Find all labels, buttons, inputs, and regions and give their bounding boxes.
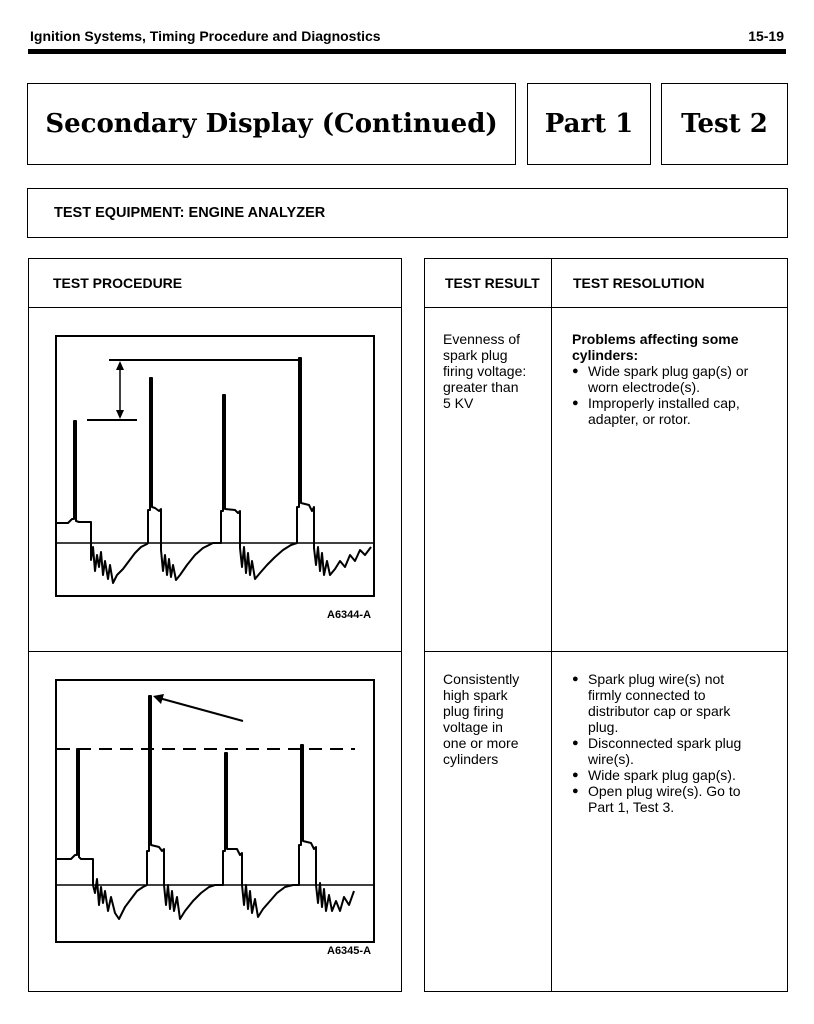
test-procedure-header: TEST PROCEDURE: [53, 275, 183, 291]
test-resolution-cell: [572, 671, 782, 815]
page-number: 15-19: [748, 28, 784, 44]
list-item: ● Open plug wire(s). Go to Part 1, Test 3.: [572, 783, 782, 815]
title-box: [27, 83, 516, 165]
list-item: ● Wide spark plug gap(s).: [572, 767, 782, 783]
test-equipment-box: [27, 188, 788, 238]
test-label: Test 2: [681, 109, 768, 139]
header-rule: [28, 49, 786, 54]
header-divider: [425, 307, 787, 308]
list-item: ● Wide spark plug gap(s) or worn electrode(s).: [572, 363, 782, 395]
part-label: Part 1: [544, 109, 634, 139]
part-box: [527, 83, 651, 165]
list-item: ● Spark plug wire(s) not firmly connected to distributor cap or spark plug.: [572, 671, 782, 735]
page-title: Secondary Display (Continued): [45, 109, 498, 139]
resolution-list: [572, 671, 782, 815]
oscilloscope-pattern-even-firing: [55, 335, 375, 597]
test-result-cell: Evenness of spark plug firing voltage: greater than 5 KV: [443, 331, 527, 411]
test-result-resolution-panel: [424, 258, 788, 992]
column-divider: [551, 259, 552, 991]
list-item: ● Disconnected spark plug wire(s).: [572, 735, 782, 767]
list-item: ● Improperly installed cap, adapter, or rotor.: [572, 395, 782, 427]
test-result-cell: Consistently high spark plug firing voltage in one or more cylinders: [443, 671, 520, 767]
row-divider: [29, 651, 401, 652]
test-equipment-label: TEST EQUIPMENT: ENGINE ANALYZER: [54, 205, 326, 221]
test-result-header: TEST RESULT: [445, 275, 540, 291]
running-header-title: Ignition Systems, Timing Procedure and Diagnostics: [30, 28, 381, 44]
figure-label: A6345-A: [327, 945, 372, 957]
row-divider: [425, 651, 787, 652]
test-procedure-panel: [28, 258, 402, 992]
test-resolution-header: TEST RESOLUTION: [573, 275, 705, 291]
resolution-list: [572, 363, 782, 427]
test-resolution-cell: Problems affecting some cylinders: ● Wide spark plug gap(s) or worn electrode(s). ● Improperly installed cap, adapter, or rotor.: [572, 331, 782, 427]
figure-label: A6344-A: [327, 609, 372, 621]
oscilloscope-pattern-high-firing: [55, 679, 375, 943]
test-box: [661, 83, 788, 165]
header-divider: [29, 307, 401, 308]
